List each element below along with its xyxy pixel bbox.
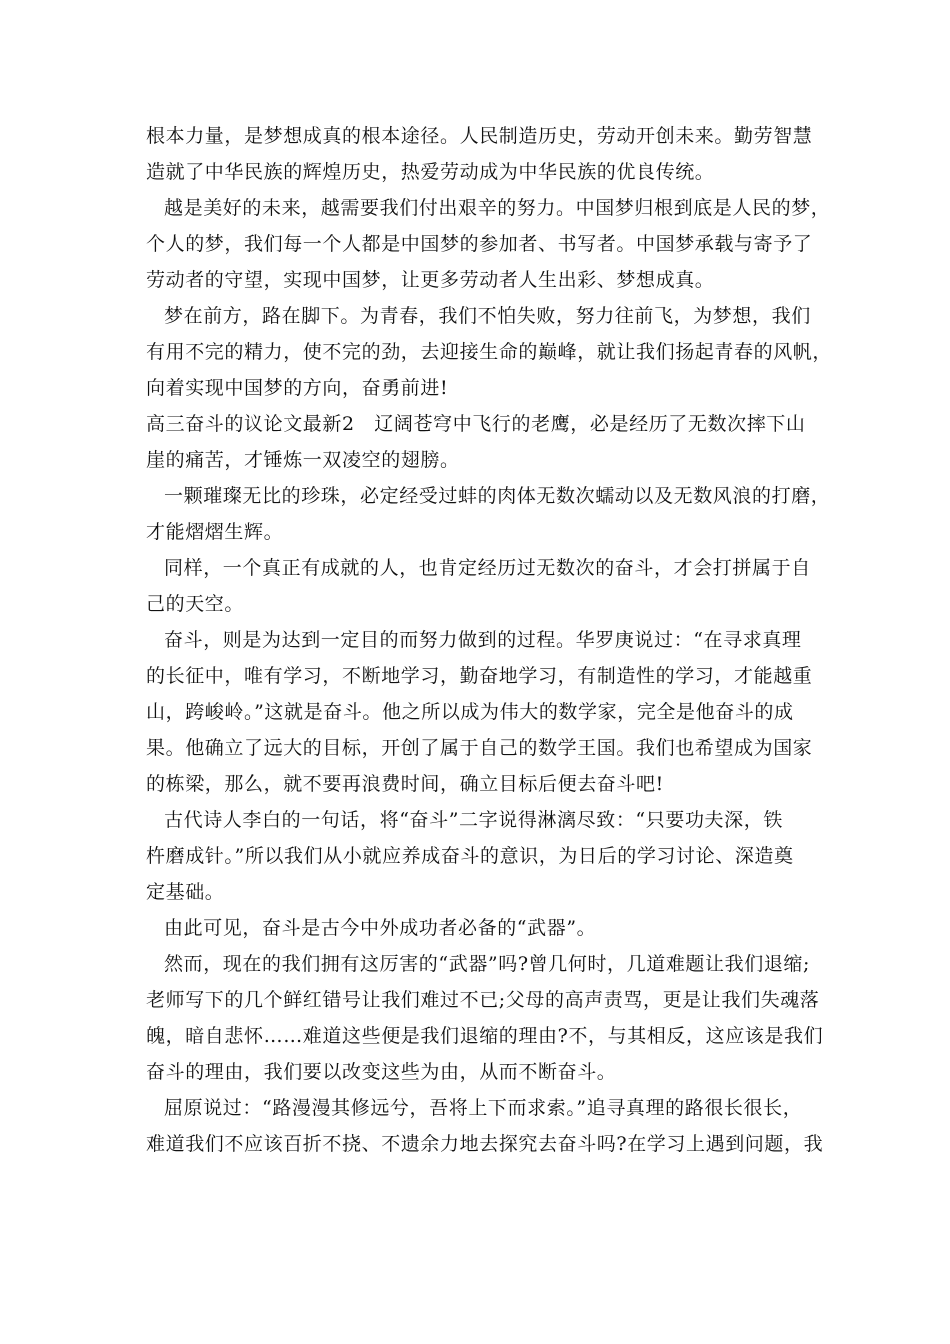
- text-line: 由此可见，奋斗是古今中外成功者必备的“武器”。: [164, 917, 597, 939]
- text-line: 定基础。: [146, 881, 225, 903]
- text-line: 向着实现中国梦的方向，奋勇前进!: [146, 377, 449, 399]
- text-line: 梦在前方，路在脚下。为青春，我们不怕失败，努力往前飞，为梦想，我们: [164, 305, 811, 327]
- text-line: 己的天空。: [146, 593, 245, 615]
- text-line: 山，跨峻岭。”这就是奋斗。他之所以成为伟大的数学家，完全是他奋斗的成: [146, 701, 794, 723]
- text-line: 奋斗，则是为达到一定目的而努力做到的过程。华罗庚说过：“在寻求真理: [164, 629, 802, 651]
- text-line: 造就了中华民族的辉煌历史，热爱劳动成为中华民族的优良传统。: [146, 161, 715, 183]
- text-line: 然而，现在的我们拥有这厉害的“武器”吗?曾几何时，几道难题让我们退缩;: [164, 953, 811, 975]
- text-line: 古代诗人李白的一句话，将“奋斗”二字说得淋漓尽致：“只要功夫深，铁: [164, 809, 783, 831]
- text-line: 有用不完的精力，使不完的劲，去迎接生命的巅峰，就让我们扬起青春的风帆，: [146, 341, 833, 363]
- text-line: 的长征中，唯有学习，不断地学习，勤奋地学习，有制造性的学习，才能越重: [146, 665, 813, 687]
- text-line: 高三奋斗的议论文最新2 辽阔苍穹中飞行的老鹰，必是经历了无数次摔下山: [146, 413, 806, 435]
- text-line: 的栋梁，那么，就不要再浪费时间，确立目标后便去奋斗吧!: [146, 773, 664, 795]
- text-line: 同样，一个真正有成就的人，也肯定经历过无数次的奋斗，才会打拼属于自: [164, 557, 811, 579]
- text-line: 根本力量，是梦想成真的根本途径。人民制造历史，劳动开创未来。勤劳智慧: [146, 125, 813, 147]
- text-line: 魄，暗自悲怀……难道这些便是我们退缩的理由?不，与其相反，这应该是我们: [146, 1025, 824, 1047]
- text-line: 奋斗的理由，我们要以改变这些为由，从而不断奋斗。: [146, 1061, 617, 1083]
- text-line: 老师写下的几个鲜红错号让我们难过不已;父母的高声责骂，更是让我们失魂落: [146, 989, 820, 1011]
- text-line: 屈原说过：“路漫漫其修远兮，吾将上下而求索。”追寻真理的路很长很长，: [164, 1097, 803, 1119]
- text-line: 个人的梦，我们每一个人都是中国梦的参加者、书写者。中国梦承载与寄予了: [146, 233, 813, 255]
- text-line: 杵磨成针。”所以我们从小就应养成奋斗的意识，为日后的学习讨论、深造奠: [146, 845, 794, 867]
- text-line: 难道我们不应该百折不挠、不遗余力地去探究去奋斗吗?在学习上遇到问题，我: [146, 1133, 824, 1155]
- text-line: 果。他确立了远大的目标，开创了属于自己的数学王国。我们也希望成为国家: [146, 737, 813, 759]
- text-line: 越是美好的未来，越需要我们付出艰辛的努力。中国梦归根到底是人民的梦，: [164, 197, 831, 219]
- text-line: 一颗璀璨无比的珍珠，必定经受过蚌的肉体无数次蠕动以及无数风浪的打磨，: [164, 485, 831, 507]
- text-line: 崖的痛苦，才锤炼一双凌空的翅膀。: [146, 449, 460, 471]
- text-line: 才能熠熠生辉。: [146, 521, 284, 543]
- text-line: 劳动者的守望，实现中国梦，让更多劳动者人生出彩、梦想成真。: [146, 269, 715, 291]
